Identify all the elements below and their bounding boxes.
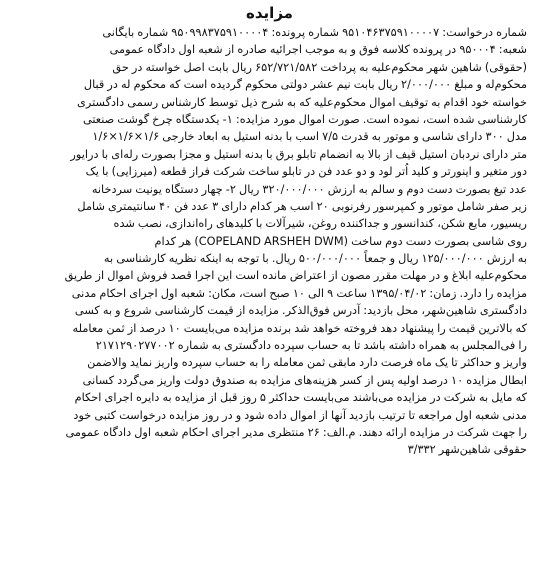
notice-line: شعبه: ۹۵۰۰۰۴ در پرونده کلاسه فوق و به موجب اجرائیه صادره از شعبه اول دادگاه عمومی — [109, 43, 527, 57]
notice-line: ریسیور، مایع شکن، کندانسور و جداکننده روغن، شیرآلات با کلیدهای راه‌اندازی، نصب شده — [113, 217, 527, 231]
notice-line: روی شاسی بصورت دست دوم ساخت (COPELAND ARSHEH DWM) هر کدام — [154, 234, 527, 248]
notice-line: کارشناسی شده است، نموده است. صورت اموال مورد مزایده: ۱- یکدستگاه چرخ گوشت صنعتی — [82, 112, 527, 126]
notice-line: متر دارای نردبان استیل قیف از بالا به انضمام تابلو برق با بدنه استیل و مجزا بصورت رله‌ای با درایور — [70, 147, 527, 161]
notice-line: شماره درخواست: ۹۵۱۰۴۶۳۷۵۹۱۰۰۰۰۷ شماره پرونده: ۹۵۰۹۹۸۳۷۵۹۱۰۰۰۰۴ شماره بایگانی — [102, 26, 527, 39]
notice-body — [12, 24, 527, 459]
notice-line: حقوقی شاهین‌شهر ۳/۳۳۲ — [407, 443, 527, 457]
notice-line: به ارزش ۱۲۵/۰۰۰/۰۰۰ ریال و جمعاً ۵۰۰/۰۰۰/۰۰۰ ریال. با توجه به اینکه نظریه کارشناسی به — [103, 252, 527, 266]
notice-line: دادگستری شاهین‌شهر، محل بازدید: آدرس فوق‌الذکر. مزایده از قیمت کارشناسی شروع و به کسی — [74, 304, 527, 318]
notice-line: (حقوقی) شاهین شهر محکوم‌علیه به پرداخت ۶۵۲/۷۲۱/۵۸۲ ریال بابت اصل خواسته در حق — [112, 60, 527, 74]
notice-line: محکوم‌علیه ابلاغ و در مهلت مقرر مصون از اعتراض مانده است این اجرا قصد فروش اموال از طریق — [64, 269, 527, 283]
notice-line: محکوم‌له و مبلغ ۲/۰۰۰/۰۰۰ ریال بابت نیم عشر دولتی محکوم گردیده است که محکوم له در قبال — [83, 78, 527, 92]
notice-line: ابطال مزایده ۱۰ درصد اولیه پس از کسر هزینه‌های مزایده به صندوق دولت واریز می‌گردد کسانی — [82, 373, 527, 387]
notice-line: زیر صفر شامل موتور و کمپرسور رفرنوبی ۲۰ اسب هر کدام دارای ۳ عدد فن ۴۰ سانتیمتری شامل — [77, 199, 527, 213]
notice-line: را جهت شرکت در مزایده ارائه دهند. م.الف: ۲۶ منتظری مدیر اجرای احکام شعبه اول دادگاه عمومی — [65, 425, 527, 439]
notice-line: که بالاترین قیمت را پیشنهاد دهد فروخته خواهد شد برنده مزایده می‌بایست ۱۰ درصد از ثمن معامله — [72, 321, 527, 335]
notice-line: واریز و حداکثر تا یک ماه فرصت دارد مابقی ثمن معامله را به حساب سپرده واریز نماید والاضمن — [87, 356, 527, 370]
notice-line: دور متغیر و اینورتر و کلید اُتر لود و دو عدد فن در تابلو ساخت شرکت فراز قطعه (میرزایی) با یک — [85, 165, 527, 179]
notice-line: عدد تیغ بصورت دست دوم و سالم به ارزش ۳۲۰/۰۰۰/۰۰۰ ریال ۲- چهار دستگاه یونیت سردخانه — [91, 182, 527, 196]
notice-line: مدل ۳۰۰ دارای شاسی و موتور به قدرت ۷/۵ اسب با بدنه استیل به ابعاد خارجی ۱/۶×۱/۶×۱/۶ — [92, 130, 527, 144]
notice-line: خواسته خود اقدام به توقیف اموال محکوم‌علیه که به شرح ذیل توسط کارشناس رسمی دادگستری — [77, 95, 527, 109]
notice-line: که مایل به شرکت در مزایده می‌باشند می‌بایست حداکثر ۵ روز قبل از مزایده به دایره اجرای احکام — [74, 391, 527, 405]
notice-line: مزایده را دارد. زمان: ۱۳۹۵/۰۴/۰۲ ساعت ۹ الی ۱۰ صبح است، مکان: شعبه اول اجرای احکام مدنی — [71, 286, 527, 300]
notice-line: را فی‌المجلس به همراه داشته باشد تا به حساب سپرده دادگستری به شماره ۲۱۷۱۲۹۰۲۷۷۰۰۲ — [95, 339, 527, 353]
notice-title: مزایده — [246, 4, 293, 22]
notice-line: مدنی شعبه اول مراجعه تا ترتیب بازدید آنها از اموال داده شود و در روز مزایده درخواست کتبی خود — [73, 408, 527, 422]
